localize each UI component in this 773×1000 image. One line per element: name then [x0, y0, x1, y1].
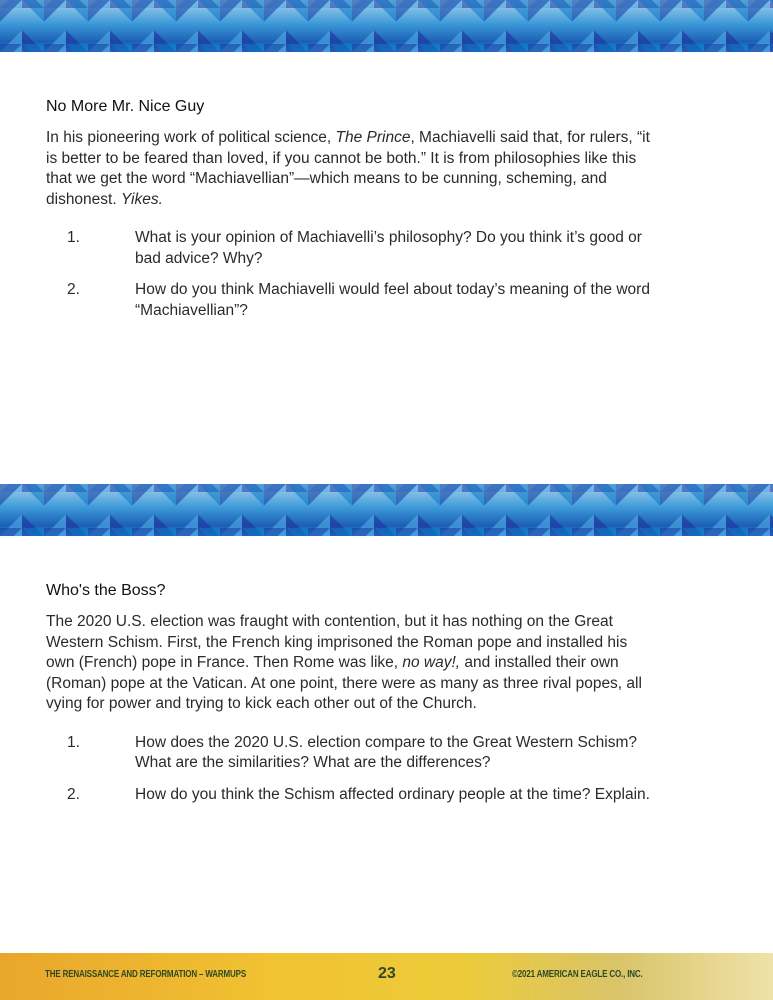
- top-decorative-banner: [0, 0, 773, 52]
- question-item: [46, 280, 656, 321]
- section-no-more-mr-nice-guy: [46, 98, 656, 332]
- section-body: [46, 128, 656, 210]
- middle-decorative-banner: [0, 484, 773, 536]
- footer-copyright: ©2021 AMERICAN EAGLE CO., INC.: [512, 969, 643, 980]
- question-number: 2.: [67, 785, 80, 803]
- body-text: The 2020 U.S. election was fraught with contention, but it has nothing on the Great Western Schism. First, the French king imprisoned the Roman pope and installed his own (French) pope in France. Then Rome was like,: [46, 613, 628, 671]
- question-list: [46, 733, 656, 806]
- body-text-italic: no way!,: [402, 654, 461, 671]
- question-list: [46, 228, 656, 321]
- body-text: In his pioneering work of political science,: [46, 129, 336, 146]
- question-number: 1.: [67, 733, 80, 751]
- body-text: , Machiavelli said that, for rulers, “it is better to be feared than loved, if you cannot be both.” It is from philosophies like this that we get the word “Machiavellian”—which means to be cunning, scheming, and dishonest.: [46, 129, 650, 208]
- question-text: What is your opinion of Machiavelli’s philosophy? Do you think it’s good or bad advice? Why?: [135, 229, 642, 267]
- question-text: How do you think Machiavelli would feel about today’s meaning of the word “Machiavellian”?: [135, 281, 650, 319]
- section-title: Who's the Boss?: [46, 582, 166, 599]
- question-item: [46, 785, 656, 806]
- question-number: 2.: [67, 281, 80, 298]
- question-text: How do you think the Schism affected ordinary people at the time? Explain.: [135, 785, 650, 803]
- question-item: [46, 733, 656, 774]
- page-number: 23: [378, 965, 396, 982]
- page-footer: [0, 953, 773, 1000]
- question-number: 1.: [67, 229, 80, 246]
- section-body: [46, 612, 656, 715]
- body-text: and installed their own (Roman) pope at the Vatican. At one point, there were as many as three rival popes, all vying for power and trying to kick each other out of the Church.: [46, 654, 642, 712]
- section-title: No More Mr. Nice Guy: [46, 98, 205, 115]
- book-title: The Prince: [335, 129, 411, 146]
- body-text-italic: Yikes.: [120, 190, 163, 208]
- question-text: How does the 2020 U.S. election compare to the Great Western Schism? What are the similarities? What are the differences?: [135, 733, 637, 771]
- question-item: [46, 228, 656, 269]
- section-whos-the-boss: [46, 582, 656, 816]
- footer-book-title: THE RENAISSANCE AND REFORMATION – WARMUPS: [45, 969, 247, 980]
